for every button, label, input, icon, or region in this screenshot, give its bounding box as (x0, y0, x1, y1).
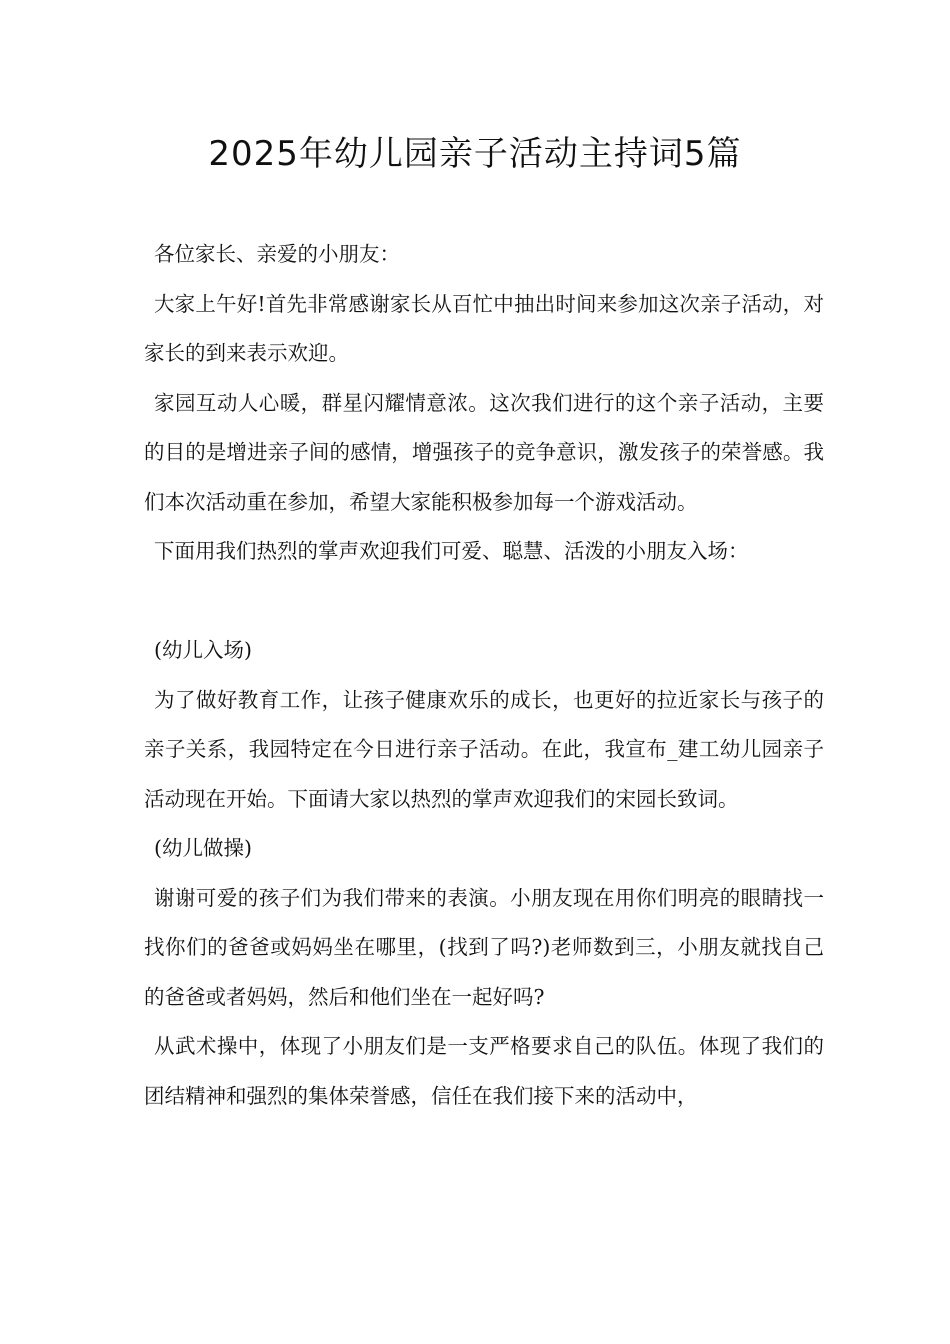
paragraph-greeting: 各位家长、亲爱的小朋友： (154, 242, 400, 266)
paragraph-welcome: 大家上午好!首先非常感谢家长从百忙中抽出时间来参加这次亲子活动，对家长的到来表示欢迎。 (144, 291, 824, 365)
paragraph-martial-arts: 从武术操中，体现了小朋友们是一支严格要求自己的队伍。体现了我们的团结精神和强烈的集体荣誉感，信任在我们接下来的活动中， (144, 1034, 824, 1108)
paragraph-purpose: 家园互动人心暖，群星闪耀情意浓。这次我们进行的这个亲子活动，主要的目的是增进亲子间的感情，增强孩子的竞争意识，激发孩子的荣誉感。我们本次活动重在参加，希望大家能积极参加每一个游戏活动。 (144, 390, 824, 514)
paragraph-find-parents: 谢谢可爱的孩子们为我们带来的表演。小朋友现在用你们明亮的眼睛找一找你们的爸爸或妈妈坐在哪里，(找到了吗?)老师数到三，小朋友就找自己的爸爸或者妈妈，然后和他们坐在一起好吗? (144, 885, 824, 1009)
document-body (144, 230, 824, 1121)
document-title: 2025年幼儿园亲子活动主持词5篇 (208, 134, 742, 174)
paragraph-stage-direction-exercise: (幼儿做操) (154, 836, 252, 860)
paragraph-stage-direction-entrance: (幼儿入场) (154, 638, 252, 662)
paragraph-gap (144, 577, 824, 627)
paragraph-opening-announcement: 为了做好教育工作，让孩子健康欢乐的成长，也更好的拉近家长与孩子的亲子关系，我园特定在今日进行亲子活动。在此，我宣布_建工幼儿园亲子活动现在开始。下面请大家以热烈的掌声欢迎我们的宋园长致词。 (144, 687, 824, 811)
paragraph-entrance-call: 下面用我们热烈的掌声欢迎我们可爱、聪慧、活泼的小朋友入场： (154, 539, 749, 563)
